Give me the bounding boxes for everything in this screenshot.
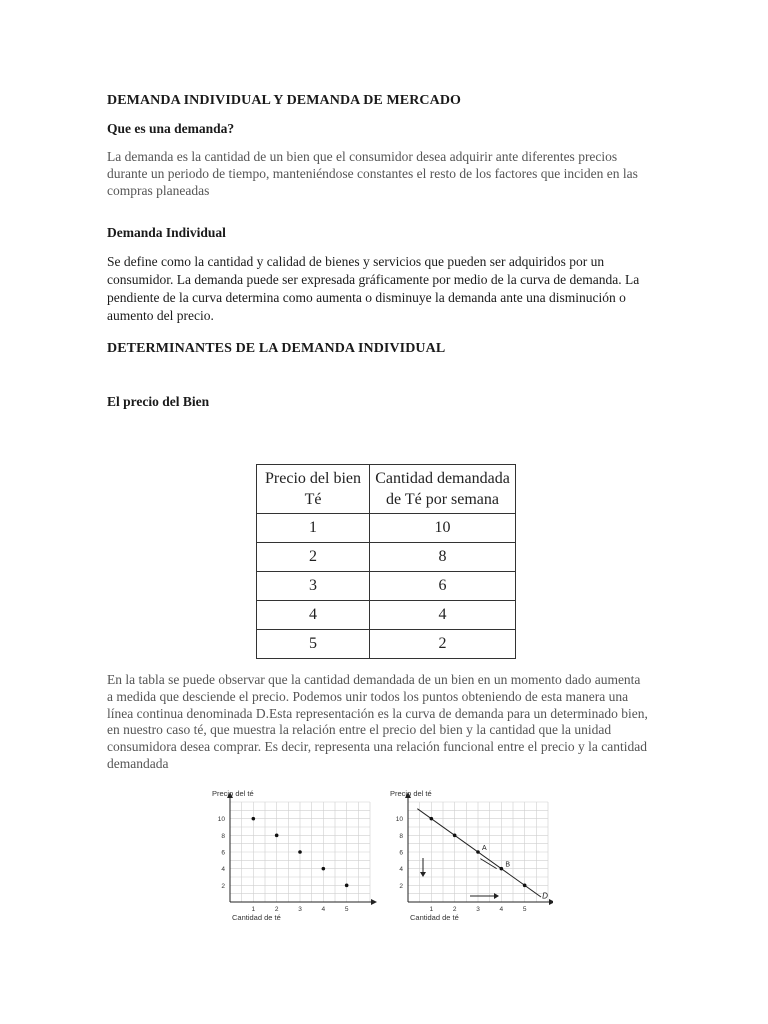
data-point <box>298 850 302 854</box>
text-line: La demanda es la cantidad de un bien que el consumidor desea adquirir ante diferentes precios <box>107 149 618 164</box>
data-point <box>500 867 504 871</box>
y-axis-label: Precio del té <box>390 789 432 798</box>
data-point <box>252 817 256 821</box>
x-axis-label: Cantidad de té <box>410 913 459 922</box>
table-cell-precio: 1 <box>257 514 370 543</box>
table-row <box>257 514 516 543</box>
y-axis-label: Precio del té <box>212 789 254 798</box>
header-text: Precio del bien <box>265 470 361 487</box>
table-cell-cantidad: 10 <box>370 514 516 543</box>
table-row <box>257 601 516 630</box>
y-tick-label: 10 <box>395 816 403 824</box>
x-tick-label: 1 <box>429 906 434 913</box>
data-point <box>430 817 434 821</box>
table-row <box>257 630 516 659</box>
table-row <box>257 572 516 601</box>
x-tick-label: 5 <box>522 906 527 913</box>
scatter-chart-demand <box>200 780 385 930</box>
line-chart-demand-curve <box>378 780 553 930</box>
table-cell-cantidad: 6 <box>370 572 516 601</box>
table-row <box>257 543 516 572</box>
table-cell-precio: 4 <box>257 601 370 630</box>
column-header-cantidad <box>370 465 516 514</box>
y-tick-label: 4 <box>221 866 225 874</box>
table-cell-cantidad: 4 <box>370 601 516 630</box>
page-title: DEMANDA INDIVIDUAL Y DEMANDA DE MERCADO <box>107 93 462 108</box>
x-tick-label: 3 <box>476 906 480 913</box>
data-point <box>453 834 457 838</box>
data-point <box>345 884 349 888</box>
point-annotation: A <box>482 845 487 852</box>
data-point <box>322 867 326 871</box>
y-tick-label: 2 <box>221 882 225 890</box>
header-text: de Té por semana <box>386 491 499 508</box>
column-header-precio <box>257 465 370 514</box>
heading-determinantes: DETERMINANTES DE LA DEMANDA INDIVIDUAL <box>107 341 446 356</box>
x-axis-label: Cantidad de té <box>232 913 281 922</box>
x-tick-label: 3 <box>298 906 302 913</box>
y-tick-label: 6 <box>399 849 403 857</box>
data-point <box>523 884 527 888</box>
y-tick-label: 6 <box>221 849 225 857</box>
x-tick-label: 5 <box>344 906 349 913</box>
heading-precio-bien: El precio del Bien <box>107 394 210 409</box>
table-cell-precio: 3 <box>257 572 370 601</box>
header-text: Té <box>304 491 322 508</box>
price-down-arrowhead <box>420 872 426 877</box>
text-line: línea continua denominada D.Esta representación es la curva de demanda para un determinado bien, <box>107 705 648 721</box>
x-tick-label: 4 <box>321 906 326 913</box>
x-tick-label: 1 <box>251 906 256 913</box>
y-tick-label: 10 <box>217 816 225 824</box>
y-tick-label: 2 <box>399 882 403 890</box>
table-cell-cantidad: 8 <box>370 543 516 572</box>
y-tick-label: 8 <box>399 832 403 840</box>
table-cell-precio: 5 <box>257 630 370 659</box>
data-point <box>275 834 279 838</box>
text-line: pendiente de la curva determina como aumenta o disminuye la demanda ante una disminución o <box>107 290 626 305</box>
x-tick-label: 2 <box>452 906 457 913</box>
table-cell-precio: 2 <box>257 543 370 572</box>
text-line: a medida que desciende el precio. Podemos unir todos los puntos obteniendo de esta manera una <box>107 688 629 704</box>
text-line: en nuestro caso té, que muestra la relación entre el precio del bien y la cantidad que la unidad <box>107 722 612 738</box>
heading-que-es-demanda: Que es una demanda? <box>107 121 235 136</box>
text-line: consumidor. La demanda puede ser expresada gráficamente por medio de la curva de demanda. La <box>107 272 640 287</box>
header-text: Cantidad demandada <box>375 470 510 487</box>
paragraph-definicion-demanda <box>107 148 667 199</box>
text-line: demandada <box>107 755 169 771</box>
table-header-row <box>257 465 516 514</box>
paragraph-explicacion <box>107 672 677 773</box>
curve-label-d: D <box>542 891 548 901</box>
point-annotation: B <box>505 861 511 869</box>
y-tick-label: 4 <box>399 866 403 874</box>
text-line: durante un periodo de tiempo, manteniéndose constantes el resto de los factores que inciden en las <box>107 166 638 181</box>
x-tick-label: 2 <box>274 906 279 913</box>
text-line: Se define como la cantidad y calidad de bienes y servicios que pueden ser adquiridos por un <box>107 254 605 269</box>
data-point <box>476 850 480 854</box>
x-axis-arrow <box>549 899 553 905</box>
table-cell-cantidad: 2 <box>370 630 516 659</box>
x-tick-label: 4 <box>499 906 504 913</box>
y-tick-label: 8 <box>221 832 225 840</box>
x-axis-arrow <box>371 899 377 905</box>
paragraph-demanda-individual <box>107 253 667 325</box>
text-line: En la tabla se puede observar que la cantidad demandada de un bien en un momento dado aumenta <box>107 672 641 687</box>
demand-table <box>256 464 516 659</box>
text-line: aumento del precio. <box>107 308 214 323</box>
text-line: consumidora desea comprar. Es decir, representa una relación funcional entre el precio y la cantidad <box>107 739 647 755</box>
heading-demanda-individual: Demanda Individual <box>107 225 226 240</box>
text-line: compras planeadas <box>107 183 210 198</box>
